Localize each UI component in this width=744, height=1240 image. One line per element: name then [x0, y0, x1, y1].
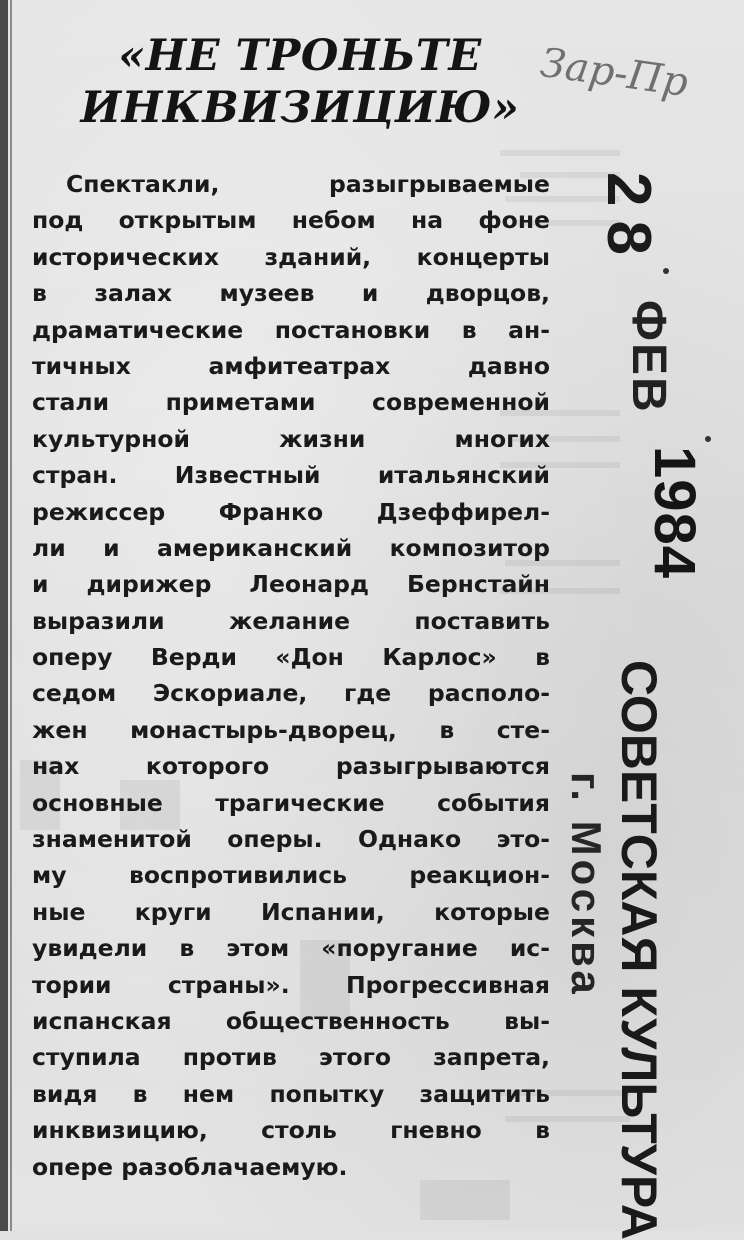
stamp-day: 28	[594, 172, 663, 269]
article-line: тории страны». Прогрессивная	[32, 970, 550, 999]
article-line: знаменитой оперы. Однако это-	[32, 825, 550, 854]
article-line: культурной жизни многих	[32, 424, 550, 453]
stamp-month: ФЕВ	[622, 300, 675, 414]
article-line: в залах музеев и дворцов,	[32, 279, 550, 308]
stamp-city: г. Москва	[563, 772, 610, 998]
article-line: опере разоблачаемую.	[32, 1152, 348, 1181]
article-line: тичных амфитеатрах давно	[32, 351, 550, 380]
article-line: нах которого разыгрываются	[32, 752, 550, 781]
article-line: увидели в этом «поругание ис-	[32, 934, 550, 963]
article-line: выразили желание поставить	[32, 606, 550, 635]
article-line: инквизицию, столь гневно в	[32, 1116, 550, 1145]
article-line: ли и американский композитор	[32, 533, 550, 562]
article-line: ступила против этого запрета,	[32, 1043, 550, 1072]
article-headline	[40, 30, 560, 134]
article-line: ные круги Испании, которые	[32, 897, 550, 926]
article-line: и дирижер Леонард Бернстайн	[32, 570, 550, 599]
handwritten-note: Зар-Пр	[537, 39, 691, 107]
article-line: стали приметами современной	[32, 388, 550, 417]
article-line: му воспротивились реакцион-	[32, 861, 550, 890]
headline-line-2: ИНКВИЗИЦИЮ»	[80, 83, 520, 133]
article-line: испанская общественность вы-	[32, 1006, 550, 1035]
article-line: стран. Известный итальянский	[32, 461, 550, 490]
article-line: основные трагические события	[32, 788, 550, 817]
article-body	[32, 166, 550, 1185]
article-line: исторических зданий, концерты	[32, 242, 550, 271]
stamp-separator-dot	[663, 268, 669, 274]
article-line: оперу Верди «Дон Карлос» в	[32, 643, 550, 672]
article-line: драматические постановки в ан-	[32, 315, 550, 344]
headline-line-1: «НЕ ТРОНЬТЕ	[118, 31, 482, 81]
stamp-separator-dot	[705, 436, 711, 442]
article-line: седом Эскориале, где располо-	[32, 679, 550, 708]
stamp-newspaper-name: СОВЕТСКАЯ КУЛЬТУРА	[611, 660, 667, 1240]
article-line: под открытым небом на фоне	[32, 206, 550, 235]
article-line: Спектакли, разыгрываемые	[66, 170, 550, 198]
article-line: жен монастырь-дворец, в сте-	[32, 715, 550, 744]
stamp-year: 1984	[642, 446, 707, 580]
article-line: режиссер Франко Дзеффирел-	[32, 497, 550, 526]
article-line: видя в нем попытку защитить	[32, 1079, 550, 1108]
